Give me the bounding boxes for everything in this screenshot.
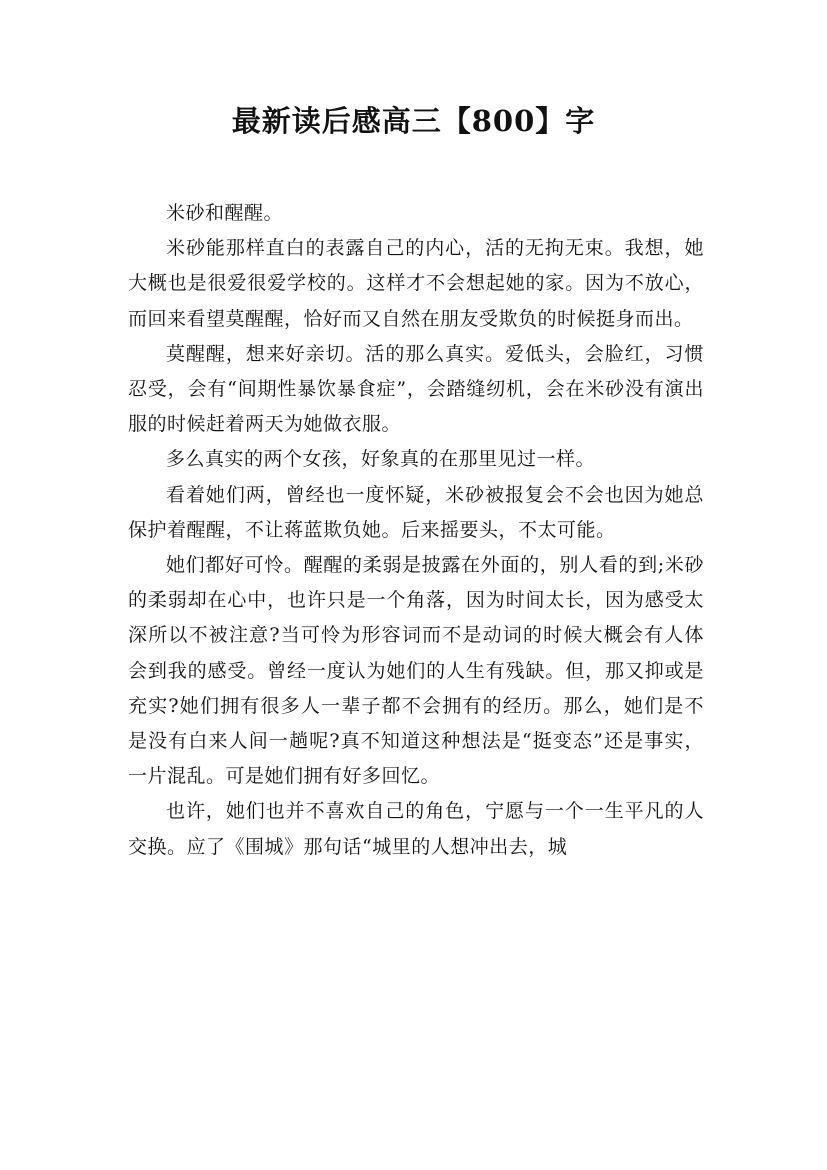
document-body <box>128 196 704 865</box>
paragraph: 莫醒醒，想来好亲切。活的那么真实。爱低头，会脸红，习惯忍受，会有“间期性暴饮暴食症”，会踏缝纫机，会在米砂没有演出服的时候赶着两天为她做衣服。 <box>128 342 704 436</box>
paragraph: 多么真实的两个女孩，好象真的在那里见过一样。 <box>166 448 596 471</box>
paragraph: 也许，她们也并不喜欢自己的角色，宁愿与一个一生平凡的人交换。应了《围城》那句话“城里的人想冲出去，城 <box>128 800 704 858</box>
paragraph: 米砂能那样直白的表露自己的内心，活的无拘无束。我想，她大概也是很爱很爱学校的。这样才不会想起她的家。因为不放心，而回来看望莫醒醒，恰好而又自然在朋友受欺负的时候挺身而出。 <box>128 237 704 330</box>
document-title: 最新读后感高三【800】字 <box>231 104 596 138</box>
paragraph: 米砂和醒醒。 <box>166 202 284 224</box>
paragraph: 看着她们两，曾经也一度怀疑，米砂被报复会不会也因为她总保护着醒醒，不让蒋蓝欺负她。后来摇要头，不太可能。 <box>128 483 704 541</box>
paragraph: 她们都好可怜。醒醒的柔弱是披露在外面的，别人看的到;米砂的柔弱却在心中，也许只是一个角落，因为时间太长，因为感受太深所以不被注意?当可怜为形容词而不是动词的时候大概会有人体会到我的感受。曾经一度认为她们的人生有残缺。但，那又抑或是充实?她们拥有很多人一辈子都不会拥有的经历。那么，她们是不是没有白来人间一趟呢?真不知道这种想法是“挺变态”还是事实，一片混乱。可是她们拥有好多回忆。 <box>128 554 704 788</box>
